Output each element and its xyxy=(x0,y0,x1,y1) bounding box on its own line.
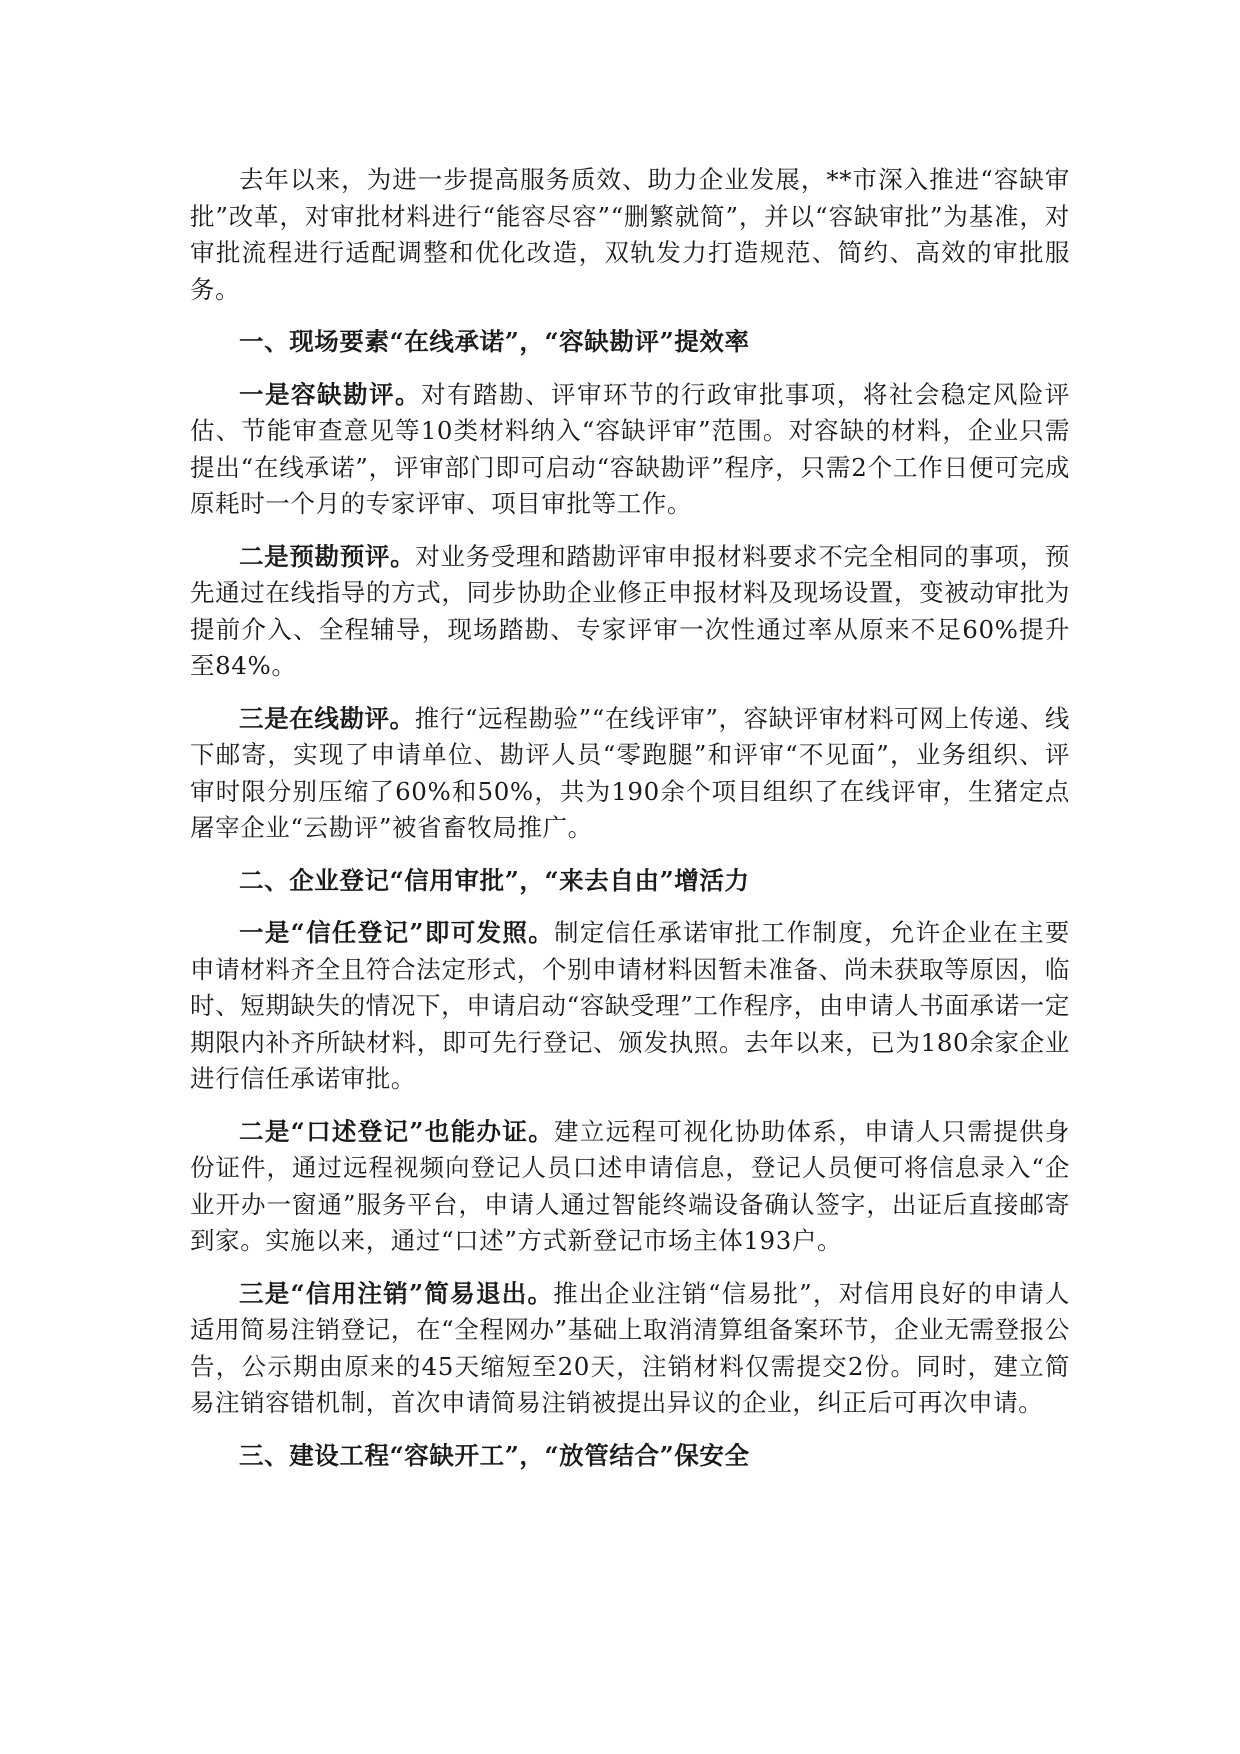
intro-paragraph: 去年以来，为进一步提高服务质效、助力企业发展，**市深入推进“容缺审批”改革，对审批材料进行“能容尽容”“删繁就简”，并以“容缺审批”为基准，对审批流程进行适配调整和优化改造，双轨发力打造规范、简约、高效的审批服务。 xyxy=(190,165,1070,304)
section-2-item-3 xyxy=(190,1276,1070,1422)
item-lead: 三是在线勘评。 xyxy=(239,703,415,733)
item-text: 建立远程可视化协助体系，申请人只需提供身份证件，通过远程视频向登记人员口述申请信息，登记人员便可将信息录入“企业开办一窗通”服务平台，申请人通过智能终端设备确认签字，出证后直接邮寄到家。实施以来，通过“口述”方式新登记市场主体193户。 xyxy=(190,1116,1071,1255)
section-1-item-3 xyxy=(190,701,1070,847)
item-text: 推出企业注销“信易批”，对信用良好的申请人适用简易注销登记，在“全程网办”基础上取消清算组备案环节，企业无需登报公告，公示期由原来的45天缩短至20天，注销材料仅需提交2份。同时，建立简易注销容错机制，首次申请简易注销被提出异议的企业，纠正后可再次申请。 xyxy=(190,1278,1070,1417)
section-2-heading: 二、企业登记“信用审批”，“来去自由”增活力 xyxy=(239,865,750,895)
item-lead: 二是“口述登记”也能办证。 xyxy=(239,1116,555,1146)
item-text: 对有踏勘、评审环节的行政审批事项，将社会稳定风险评估、节能审查意见等10类材料纳入“容缺评审”范围。对容缺的材料，企业只需提出“在线承诺”，评审部门即可启动“容缺勘评”程序，只需2个工作日便可完成原耗时一个月的专家评审、项目审批等工作。 xyxy=(190,379,1071,518)
item-lead: 一是容缺勘评。 xyxy=(239,379,421,409)
section-1-item-2 xyxy=(190,539,1070,685)
item-lead: 一是“信任登记”即可发照。 xyxy=(239,918,555,947)
item-text: 推行“远程勘验”“在线评审”，容缺评审材料可网上传递、线下邮寄，实现了申请单位、勘评人员“零跑腿”和评审“不见面”，业务组织、评审时限分别压缩了60%和50%，共为190余个项目组织了在线评审，生猪定点屠宰企业“云勘评”被省畜牧局推广。 xyxy=(190,703,1071,842)
section-2-item-2 xyxy=(190,1114,1070,1260)
section-2-item-1 xyxy=(190,915,1070,1098)
item-text: 制定信任承诺审批工作制度，允许企业在主要申请材料齐全且符合法定形式，个别申请材料因暂未准备、尚未获取等原因，临时、短期缺失的情况下，申请启动“容缺受理”工作程序，由申请人书面承诺一定期限内补齐所缺材料，即可先行登记、颁发执照。去年以来，已为180余家企业进行信任承诺审批。 xyxy=(190,918,1071,1093)
item-lead: 二是预勘预评。 xyxy=(239,541,416,571)
section-1-heading: 一、现场要素“在线承诺”，“容缺勘评”提效率 xyxy=(239,327,750,356)
item-lead: 三是“信用注销”简易退出。 xyxy=(239,1278,554,1308)
item-text: 对业务受理和踏勘评审申报材料要求不完全相同的事项，预先通过在线指导的方式，同步协助企业修正申报材料及现场设置，变被动审批为提前介入、全程辅导，现场踏勘、专家评审一次性通过率从原来不足60%提升至84%。 xyxy=(190,541,1070,680)
section-1-item-1 xyxy=(190,377,1070,523)
document-body xyxy=(190,162,1070,1490)
section-3-heading: 三、建设工程“容缺开工”，“放管结合”保安全 xyxy=(239,1440,750,1470)
